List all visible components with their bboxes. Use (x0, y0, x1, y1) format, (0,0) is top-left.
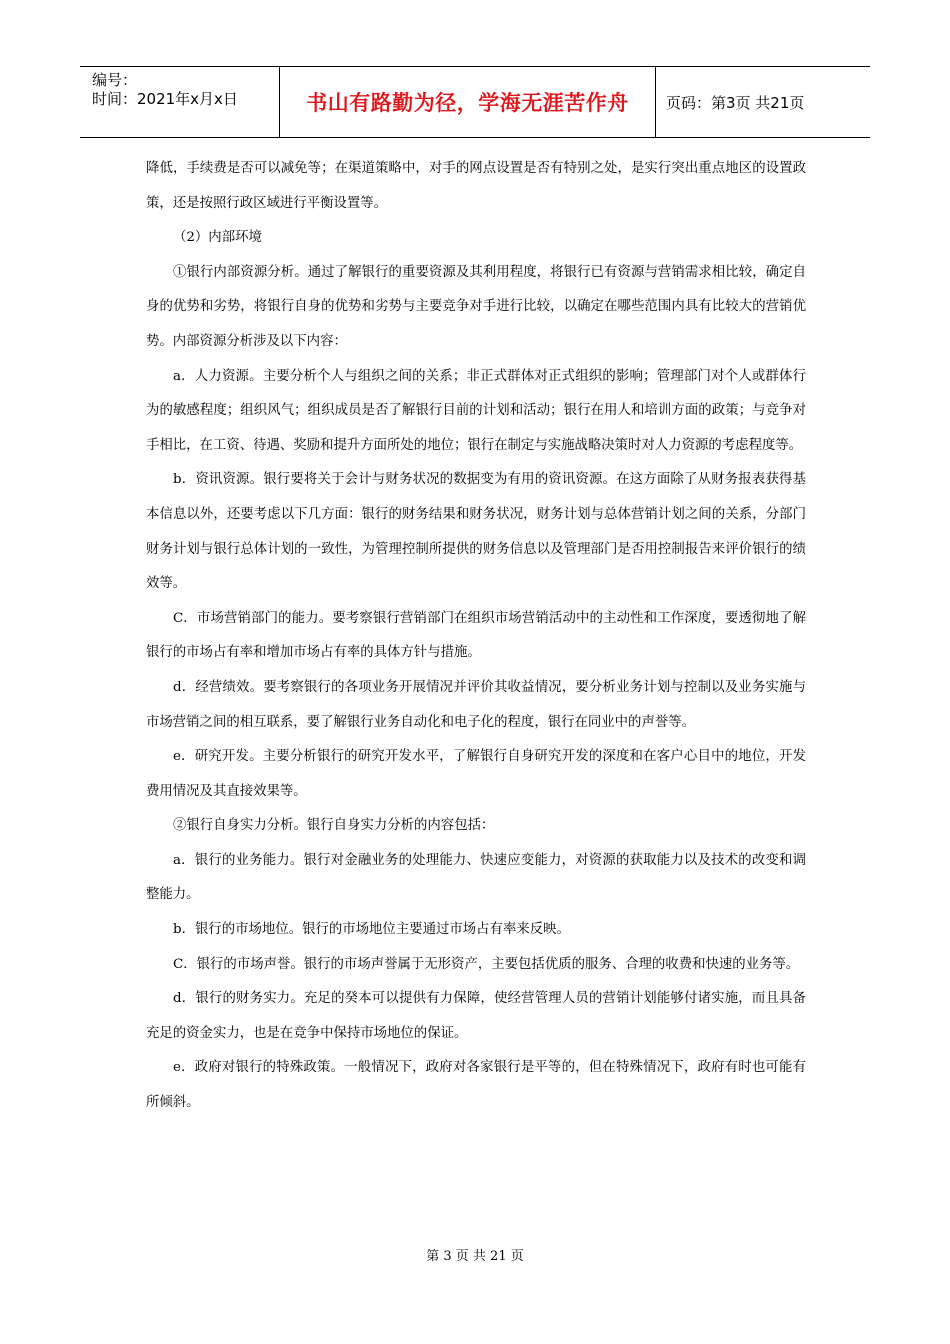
number-label: 编号： (92, 71, 138, 89)
paragraph: a．人力资源。主要分析个人与组织之间的关系；非正式群体对正式组织的影响；管理部门对个人或群体行为的敏感程度；组织风气；组织成员是否了解银行目前的计划和活动；银行在用人和培训方面的政策；与竞争对手相比，在工资、待遇、奖励和提升方面所处的地位；银行在制定与实施战略决策时对人力资源的考虑程度等。 (146, 368, 806, 453)
header-page-label: 页码：第3页 共21页 (666, 93, 805, 112)
time-label: 时间：2021年x月x日 (92, 90, 238, 108)
paragraph: a．银行的业务能力。银行对金融业务的处理能力、快速应变能力，对资源的获取能力以及技术的改变和调整能力。 (146, 852, 806, 903)
paragraph: d．银行的财务实力。充足的癸本可以提供有力保障，使经营管理人员的营销计划能够付诸实施，而且具备充足的资金实力，也是在竞争中保持市场地位的保证。 (146, 991, 806, 1041)
paragraph: C．银行的市场声誉。银行的市场声誉属于无形资产，主要包括优质的服务、合理的收费和快速的业务等。 (173, 956, 800, 972)
header-meta (80, 67, 280, 137)
page-header (80, 66, 870, 138)
paragraph: b．银行的市场地位。银行的市场地位主要通过市场占有率来反映。 (173, 922, 570, 938)
paragraph: ①银行内部资源分析。通过了解银行的重要资源及其利用程度，将银行已有资源与营销需求相比较，确定自身的优势和劣势，将银行自身的优势和劣势与主要竞争对手进行比较，以确定在哪些范围内具有比较大的营销优势。内部资源分析涉及以下内容： (146, 264, 806, 349)
document-body (146, 152, 806, 1121)
paragraph: b．资讯资源。银行要将关于会计与财务状况的数据变为有用的资讯资源。在这方面除了从财务报表获得基本信息以外，还要考虑以下几方面：银行的财务结果和财务状况，财务计划与总体营销计划之间的关系，分部门财务计划与银行总体计划的一致性，为管理控制所提供的财务信息以及管理部门是否用控制报告来评价银行的绩效等。 (146, 472, 806, 592)
paragraph: C．市场营销部门的能力。要考察银行营销部门在组织市场营销活动中的主动性和工作深度，要透彻地了解银行的市场占有率和增加市场占有率的具体方针与措施。 (146, 610, 806, 661)
paragraph: e．研究开发。主要分析银行的研究开发水平，了解银行自身研究开发的深度和在客户心目中的地位，开发费用情况及其直接效果等。 (146, 749, 806, 799)
paragraph: ②银行自身实力分析。银行自身实力分析的内容包括： (173, 818, 495, 834)
page-footer: 第 3 页 共 21 页 (426, 1249, 524, 1264)
paragraph: 降低，手续费是否可以减免等；在渠道策略中，对手的网点设置是否有特别之处，是实行突出重点地区的设置政策，还是按照行政区域进行平衡设置等。 (146, 161, 806, 211)
header-motto: 书山有路勤为径，学海无涯苦作舟 (280, 67, 656, 137)
paragraph: d．经营绩效。要考察银行的各项业务开展情况并评价其收益情况，要分析业务计划与控制以及业务实施与市场营销之间的相互联系，要了解银行业务自动化和电子化的程度，银行在同业中的声誉等。 (146, 679, 806, 730)
section-heading: （2）内部环境 (173, 230, 262, 246)
paragraph: e．政府对银行的特殊政策。一般情况下，政府对各家银行是平等的，但在特殊情况下，政府有时也可能有所倾斜。 (146, 1060, 806, 1111)
